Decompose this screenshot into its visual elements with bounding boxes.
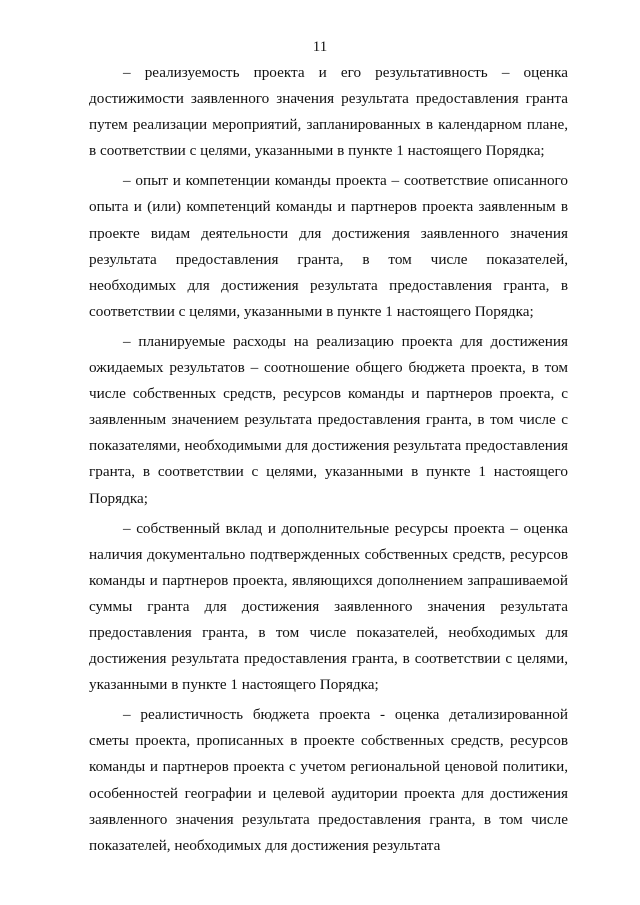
- paragraph-own-contribution: – собственный вклад и дополнительные ресурсы проекта – оценка наличия документально подтвержденных собственных средств, ресурсов команды и партнеров проекта, являющихся дополнением запрашиваемой суммы гранта для достижения заявленного значения результата предоставления гранта, в том числе показателей, необходимых для достижения результата предоставления гранта, в соответствии с целями, указанными в пункте 1 настоящего Порядка;: [89, 519, 568, 694]
- page-number: 11: [312, 39, 328, 55]
- paragraph-feasibility: – реализуемость проекта и его результативность – оценка достижимости заявленного значения результата предоставления гранта путем реализации мероприятий, запланированных в календарном плане, в соответствии с целями, указанными в пункте 1 настоящего Порядка;: [89, 64, 568, 160]
- paragraph-team-experience: – опыт и компетенции команды проекта – соответствие описанного опыта и (или) компетенций команды и партнеров проекта заявленным в проекте видам деятельности для достижения заявленного значения результата предоставления гранта, в том числе показателей, необходимых для достижения результата предоставления гранта, в соответствии с целями, указанными в пункте 1 настоящего Порядка;: [89, 172, 568, 320]
- document-body: [89, 60, 568, 859]
- paragraph-budget-realism: – реалистичность бюджета проекта - оценка детализированной сметы проекта, прописанных в проекте собственных средств, ресурсов команды и партнеров проекта с учетом региональной ценовой политики, особенностей географии и целевой аудитории проекта для достижения заявленного значения результата предоставления гранта, в том числе показателей, необходимых для достижения результата: [89, 706, 568, 854]
- paragraph-planned-expenses: – планируемые расходы на реализацию проекта для достижения ожидаемых результатов – соотношение общего бюджета проекта, в том числе собственных средств, ресурсов команды и партнеров проекта, с заявленным значением результата предоставления гранта, в том числе с показателями, необходимыми для достижения результата предоставления гранта, в соответствии с целями, указанными в пункте 1 настоящего Порядка;: [89, 332, 568, 507]
